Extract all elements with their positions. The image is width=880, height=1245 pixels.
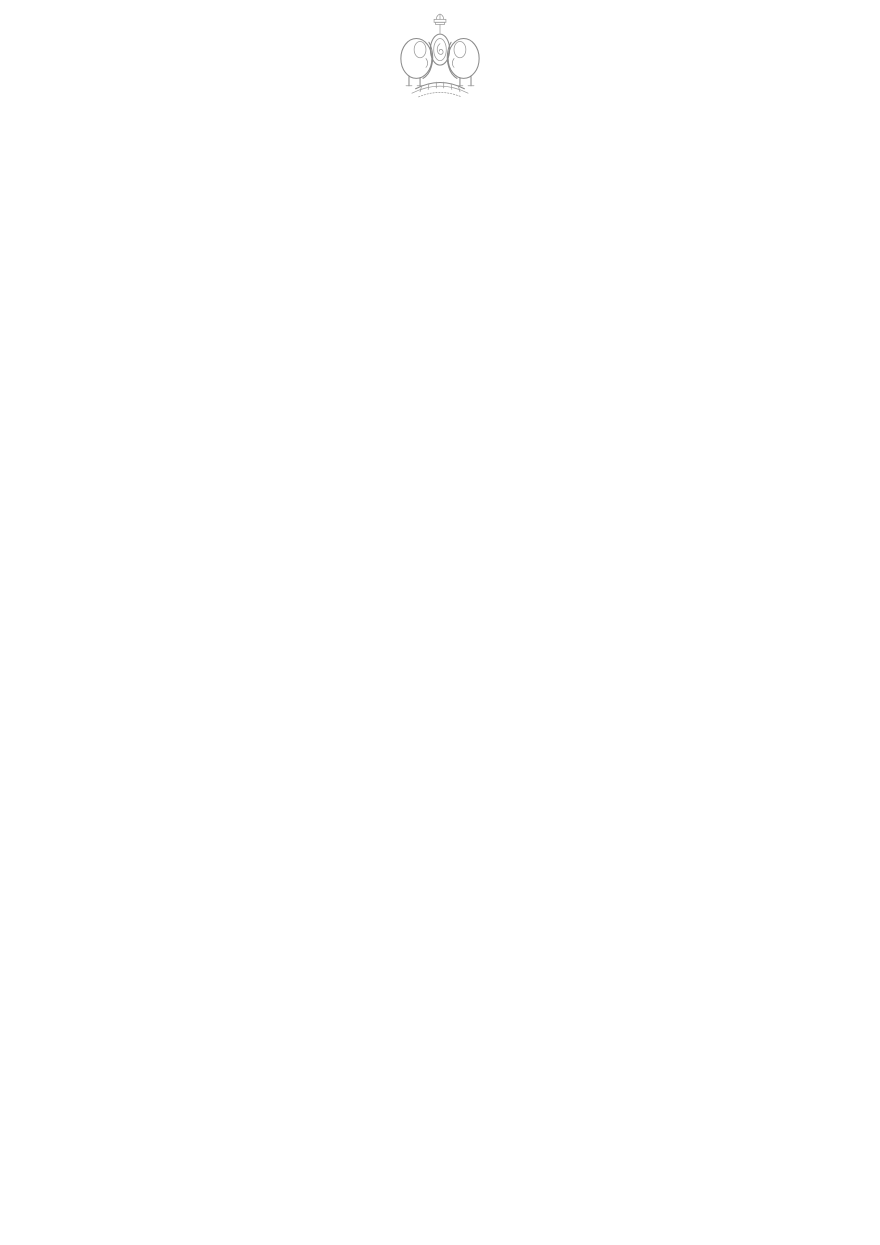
right-elephant <box>447 39 479 86</box>
results-body <box>0 152 880 192</box>
left-elephant <box>401 39 433 86</box>
kerala-government-emblem-icon <box>0 0 880 108</box>
emblem-drawing <box>392 8 488 106</box>
contact-block <box>0 120 880 126</box>
masthead <box>0 0 880 126</box>
page-footer <box>0 1213 880 1229</box>
ending-numbers-heading <box>18 152 880 192</box>
